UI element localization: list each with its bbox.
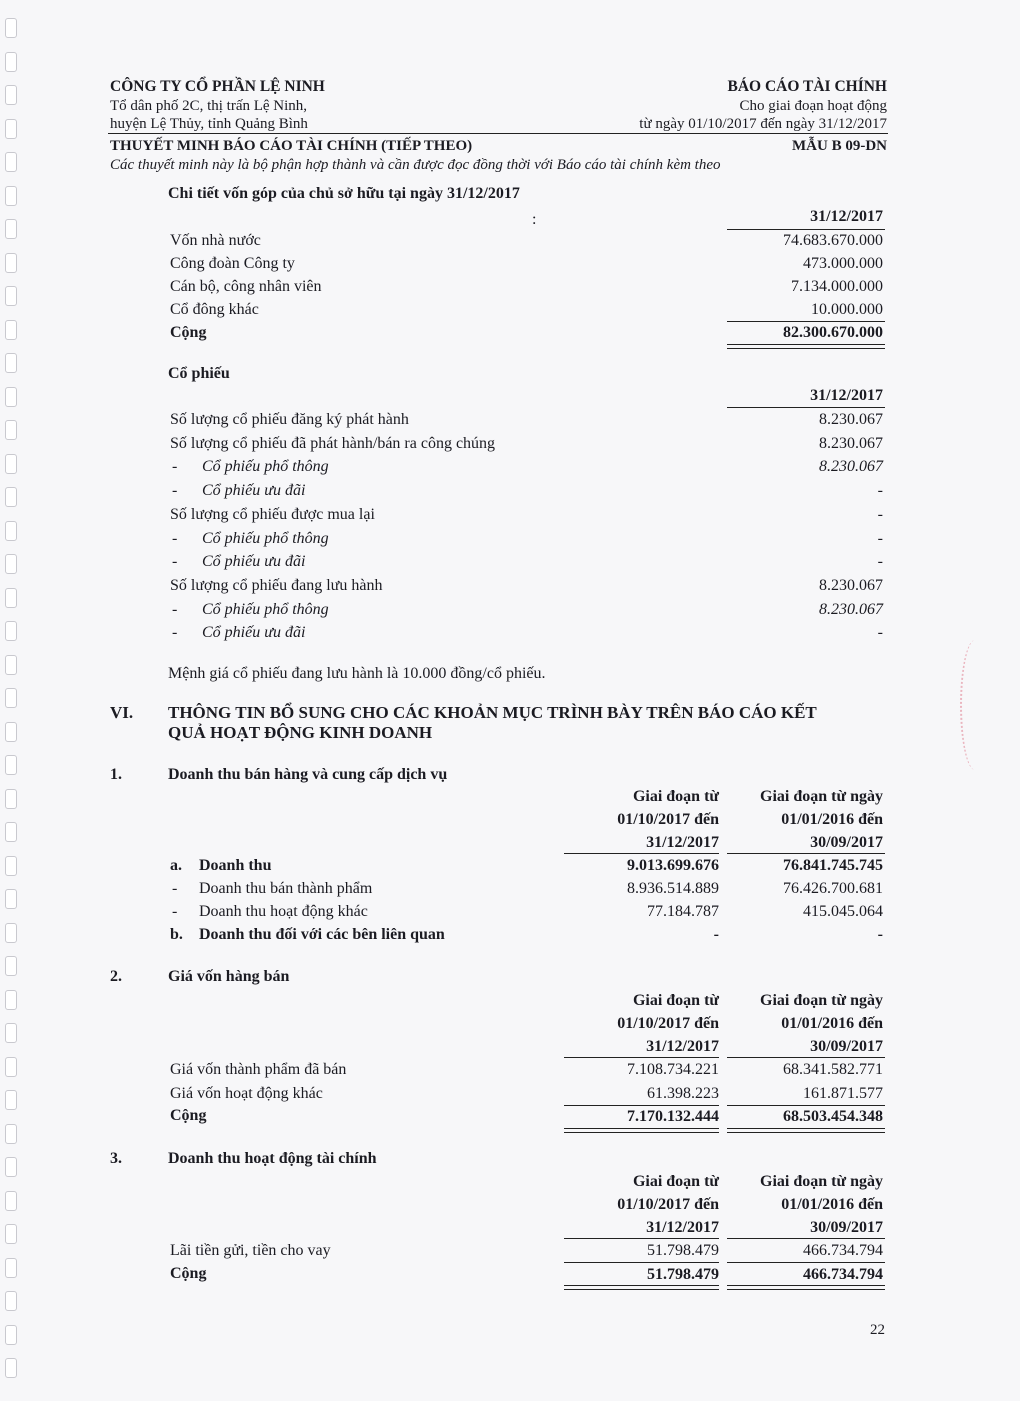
form-code: MẪU B 09-DN bbox=[792, 138, 887, 154]
capital-row-label: Cán bộ, công nhân viên bbox=[170, 278, 322, 295]
capital-total-double-rule bbox=[727, 344, 885, 349]
revenue-b-value-1: - bbox=[713, 926, 719, 943]
share-row-dash: - bbox=[172, 553, 178, 571]
binder-hole bbox=[5, 18, 17, 38]
company-name: CÔNG TY CỔ PHẦN LỆ NINH bbox=[110, 78, 325, 95]
share-row-label: Cổ phiếu phổ thông bbox=[202, 600, 329, 618]
revenue-row-value-2: 415.045.064 bbox=[803, 903, 883, 920]
binder-hole bbox=[5, 588, 17, 608]
cogs-row-label: Giá vốn thành phẩm đã bán bbox=[170, 1061, 347, 1078]
revenue-col1-rule bbox=[564, 853, 719, 854]
revenue-number: 1. bbox=[110, 766, 122, 783]
revenue-col2-rule bbox=[727, 853, 885, 854]
binder-hole bbox=[5, 1358, 17, 1378]
period-line-2: từ ngày 01/10/2017 đến ngày 31/12/2017 bbox=[639, 116, 887, 132]
binder-hole bbox=[5, 387, 17, 407]
financial-col2-head: Giai đoạn từ ngày 01/01/2016 đến 30/09/2017 bbox=[760, 1173, 883, 1236]
binder-hole bbox=[5, 1057, 17, 1077]
capital-total-label: Cộng bbox=[170, 324, 207, 341]
header-rule bbox=[108, 133, 888, 134]
capital-row-value: 10.000.000 bbox=[811, 301, 883, 318]
financial-row-label: Lãi tiền gửi, tiền cho vay bbox=[170, 1242, 331, 1259]
financial-col1-head: Giai đoạn từ 01/10/2017 đến 31/12/2017 bbox=[617, 1173, 719, 1236]
cogs-col2-rule bbox=[727, 1057, 885, 1058]
revenue-b-label: Doanh thu đối với các bên liên quan bbox=[199, 926, 445, 943]
share-row-dash: - bbox=[172, 458, 178, 476]
cogs-total-value-1: 7.170.132.444 bbox=[627, 1108, 719, 1125]
revenue-a-value-2: 76.841.745.745 bbox=[783, 857, 883, 874]
cogs-number: 2. bbox=[110, 968, 122, 985]
share-row-value: 8.230.067 bbox=[819, 411, 883, 428]
cogs-double-rule-2 bbox=[727, 1128, 885, 1133]
share-row-value: - bbox=[877, 553, 883, 571]
revenue-row-dash: - bbox=[172, 880, 178, 897]
binder-hole bbox=[5, 85, 17, 105]
share-row-label: Số lượng cổ phiếu đăng ký phát hành bbox=[170, 411, 409, 428]
binder-hole bbox=[5, 152, 17, 172]
financial-row-value-2: 466.734.794 bbox=[803, 1242, 883, 1259]
binder-hole bbox=[5, 1124, 17, 1144]
share-row-label: Số lượng cổ phiếu được mua lại bbox=[170, 505, 375, 523]
revenue-b-value-2: - bbox=[877, 926, 883, 943]
cogs-row-value-1: 61.398.223 bbox=[647, 1084, 719, 1102]
revenue-a-value-1: 9.013.699.676 bbox=[627, 857, 719, 874]
binder-hole bbox=[5, 789, 17, 809]
share-row-value: 8.230.067 bbox=[819, 600, 883, 618]
revenue-b-letter: b. bbox=[170, 926, 183, 943]
cogs-row-label: Giá vốn hoạt động khác bbox=[170, 1084, 323, 1102]
notes-subtitle: Các thuyết minh này là bộ phận hợp thành và cần được đọc đồng thời với Báo cáo tài chính kèm theo bbox=[110, 157, 721, 173]
cogs-title: Giá vốn hàng bán bbox=[168, 968, 290, 985]
share-row-value: - bbox=[877, 529, 883, 547]
revenue-row-label: Doanh thu hoạt động khác bbox=[199, 903, 368, 920]
binder-hole bbox=[5, 1191, 17, 1211]
revenue-row-label: Doanh thu bán thành phẩm bbox=[199, 880, 373, 897]
revenue-col2-head: Giai đoạn từ ngày 01/01/2016 đến 30/09/2017 bbox=[760, 788, 883, 851]
binder-hole bbox=[5, 822, 17, 842]
share-row-dash: - bbox=[172, 624, 178, 642]
share-row-value: - bbox=[877, 482, 883, 500]
cogs-total-rule-2 bbox=[727, 1105, 885, 1106]
cogs-col1-head: Giai đoạn từ 01/10/2017 đến 31/12/2017 bbox=[617, 992, 719, 1055]
share-row-dash: - bbox=[172, 600, 178, 618]
capital-row-label: Vốn nhà nước bbox=[170, 232, 261, 249]
cogs-col1-rule bbox=[564, 1057, 719, 1058]
financial-total-value-1: 51.798.479 bbox=[647, 1266, 719, 1283]
binder-hole bbox=[5, 320, 17, 340]
cogs-row-value-2: 161.871.577 bbox=[803, 1084, 883, 1102]
capital-title: Chi tiết vốn góp của chủ sở hữu tại ngày 31/12/2017 bbox=[168, 185, 520, 202]
binder-holes bbox=[2, 18, 18, 1388]
binder-hole bbox=[5, 1224, 17, 1244]
share-row-label: Số lượng cổ phiếu đã phát hành/bán ra công chúng bbox=[170, 434, 496, 452]
cogs-double-rule-1 bbox=[564, 1128, 719, 1133]
cogs-total-label: Cộng bbox=[170, 1107, 207, 1124]
shares-column-date: 31/12/2017 bbox=[810, 387, 883, 404]
financial-total-rule-2 bbox=[727, 1262, 885, 1263]
capital-total-value: 82.300.670.000 bbox=[783, 324, 883, 341]
company-address-2: huyện Lệ Thủy, tỉnh Quảng Bình bbox=[110, 116, 308, 132]
revenue-title: Doanh thu bán hàng và cung cấp dịch vụ bbox=[168, 766, 448, 783]
binder-hole bbox=[5, 856, 17, 876]
share-row-label: Số lượng cổ phiếu đang lưu hành bbox=[170, 576, 383, 594]
company-address-1: Tổ dân phố 2C, thị trấn Lệ Ninh, bbox=[110, 98, 308, 114]
page-number: 22 bbox=[870, 1322, 885, 1338]
revenue-row-value-1: 8.936.514.889 bbox=[627, 880, 719, 897]
cogs-row-value-1: 7.108.734.221 bbox=[627, 1061, 719, 1078]
binder-hole bbox=[5, 219, 17, 239]
share-row-label: Cổ phiếu phổ thông bbox=[202, 529, 329, 547]
binder-hole bbox=[5, 353, 17, 373]
binder-hole bbox=[5, 990, 17, 1010]
binder-hole bbox=[5, 454, 17, 474]
capital-row-label: Cổ đông khác bbox=[170, 301, 259, 318]
cogs-row-value-2: 68.341.582.771 bbox=[783, 1061, 883, 1078]
capital-row-value: 74.683.670.000 bbox=[783, 232, 883, 249]
binder-hole bbox=[5, 1258, 17, 1278]
binder-hole bbox=[5, 420, 17, 440]
capital-row-value: 7.134.000.000 bbox=[791, 278, 883, 295]
shares-head-rule bbox=[727, 407, 885, 408]
share-row-value: 8.230.067 bbox=[819, 434, 883, 452]
capital-colon: : bbox=[532, 211, 537, 228]
binder-hole bbox=[5, 286, 17, 306]
share-row-label: Cổ phiếu ưu đãi bbox=[202, 482, 306, 500]
capital-head-rule bbox=[727, 229, 885, 230]
cogs-col2-head: Giai đoạn từ ngày 01/01/2016 đến 30/09/2017 bbox=[760, 992, 883, 1055]
binder-hole bbox=[5, 655, 17, 675]
binder-hole bbox=[5, 1291, 17, 1311]
binder-hole bbox=[5, 722, 17, 742]
financial-total-label: Cộng bbox=[170, 1265, 207, 1282]
financial-double-rule-2 bbox=[727, 1285, 885, 1290]
financial-title: Doanh thu hoạt động tài chính bbox=[168, 1150, 377, 1167]
binder-hole bbox=[5, 956, 17, 976]
financial-col2-rule bbox=[727, 1238, 885, 1239]
share-row-label: Cổ phiếu ưu đãi bbox=[202, 624, 306, 642]
cogs-total-rule-1 bbox=[564, 1105, 719, 1106]
capital-total-rule bbox=[727, 321, 885, 322]
share-row-value: - bbox=[877, 505, 883, 523]
binder-hole bbox=[5, 521, 17, 541]
binder-hole bbox=[5, 554, 17, 574]
binder-hole bbox=[5, 923, 17, 943]
shares-title: Cổ phiếu bbox=[168, 365, 230, 382]
revenue-row-value-2: 76.426.700.681 bbox=[783, 880, 883, 897]
revenue-row-dash: - bbox=[172, 903, 178, 920]
section-vi-title-2: QUẢ HOẠT ĐỘNG KINH DOANH bbox=[168, 723, 433, 742]
share-row-value: 8.230.067 bbox=[819, 576, 883, 594]
capital-column-date: 31/12/2017 bbox=[810, 208, 883, 225]
revenue-a-label: Doanh thu bbox=[199, 857, 272, 874]
binder-hole bbox=[5, 621, 17, 641]
financial-double-rule-1 bbox=[564, 1285, 719, 1290]
capital-row-label: Công đoàn Công ty bbox=[170, 255, 295, 272]
share-row-label: Cổ phiếu phổ thông bbox=[202, 458, 329, 476]
revenue-col1-head: Giai đoạn từ 01/10/2017 đến 31/12/2017 bbox=[617, 788, 719, 851]
seal-mark bbox=[960, 640, 990, 770]
share-row-value: - bbox=[877, 624, 883, 642]
binder-hole bbox=[5, 1157, 17, 1177]
revenue-a-letter: a. bbox=[170, 857, 182, 874]
par-value-note: Mệnh giá cổ phiếu đang lưu hành là 10.000 đồng/cổ phiếu. bbox=[168, 665, 546, 682]
share-row-dash: - bbox=[172, 482, 178, 500]
report-title: BÁO CÁO TÀI CHÍNH bbox=[727, 78, 887, 95]
binder-hole bbox=[5, 889, 17, 909]
binder-hole bbox=[5, 688, 17, 708]
section-vi-number: VI. bbox=[110, 703, 134, 722]
notes-title: THUYẾT MINH BÁO CÁO TÀI CHÍNH (TIẾP THEO) bbox=[110, 138, 473, 154]
binder-hole bbox=[5, 253, 17, 273]
period-line-1: Cho giai đoạn hoạt động bbox=[739, 98, 887, 114]
financial-total-value-2: 466.734.794 bbox=[803, 1266, 883, 1283]
binder-hole bbox=[5, 755, 17, 775]
share-row-dash: - bbox=[172, 529, 178, 547]
section-vi-title-1: THÔNG TIN BỔ SUNG CHO CÁC KHOẢN MỤC TRÌNH BÀY TRÊN BÁO CÁO KẾT bbox=[168, 703, 817, 722]
share-row-value: 8.230.067 bbox=[819, 458, 883, 476]
binder-hole bbox=[5, 186, 17, 206]
share-row-label: Cổ phiếu ưu đãi bbox=[202, 553, 306, 571]
binder-hole bbox=[5, 1325, 17, 1345]
binder-hole bbox=[5, 1023, 17, 1043]
financial-col1-rule bbox=[564, 1238, 719, 1239]
capital-row-value: 473.000.000 bbox=[803, 255, 883, 272]
financial-number: 3. bbox=[110, 1150, 122, 1167]
binder-hole bbox=[5, 1090, 17, 1110]
binder-hole bbox=[5, 487, 17, 507]
binder-hole bbox=[5, 52, 17, 72]
financial-total-rule-1 bbox=[564, 1262, 719, 1263]
financial-row-value-1: 51.798.479 bbox=[647, 1242, 719, 1259]
cogs-total-value-2: 68.503.454.348 bbox=[783, 1108, 883, 1125]
revenue-row-value-1: 77.184.787 bbox=[647, 903, 719, 920]
binder-hole bbox=[5, 119, 17, 139]
